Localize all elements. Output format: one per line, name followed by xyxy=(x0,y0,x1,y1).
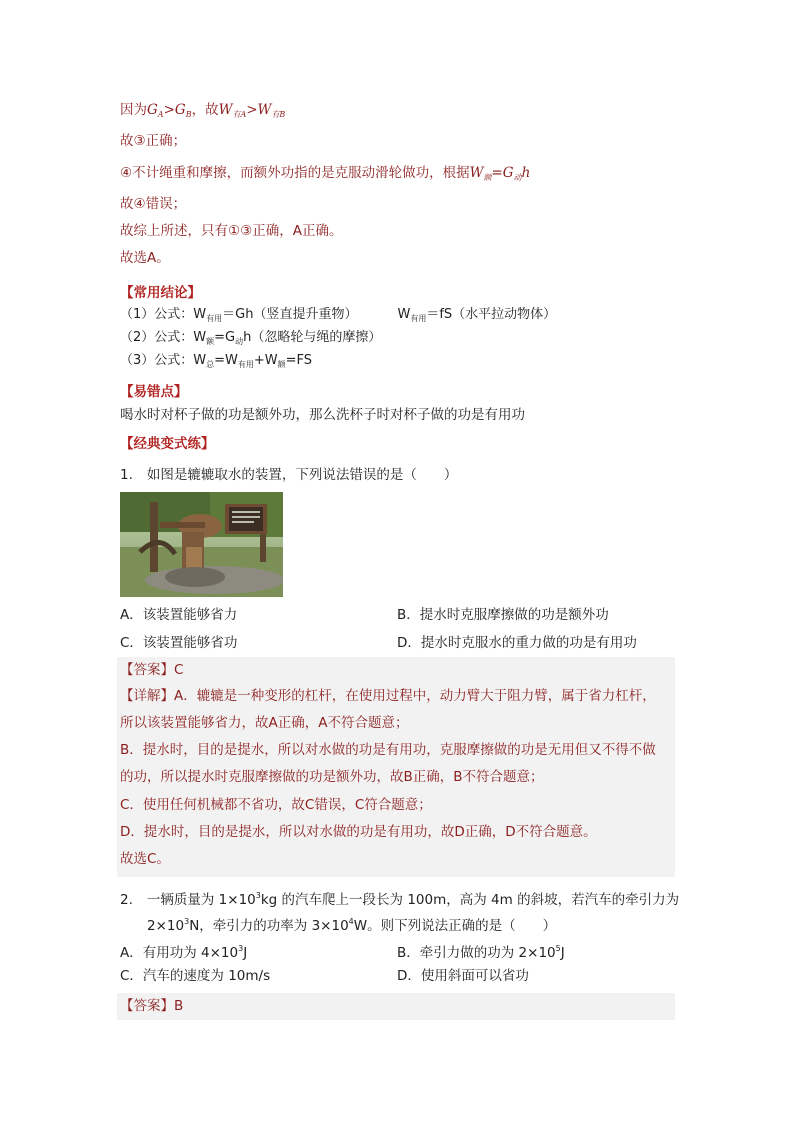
conclusion-text: （3）公式：W xyxy=(120,353,207,368)
superscript: 3 xyxy=(255,891,261,900)
q1-detail-line-2: 所以该装置能够省力，故A正确，A不符合题意； xyxy=(120,715,409,731)
conclusion-text: +W xyxy=(253,353,278,368)
question-number: 1. xyxy=(120,467,133,483)
formula-ga-gt-gb: $G_A>G_B$ xyxy=(147,102,192,119)
q2-stem-line-2 xyxy=(147,912,556,936)
superscript: 3 xyxy=(184,917,190,926)
conclusion-line-2 xyxy=(120,328,381,352)
question-text: 2×10 xyxy=(147,918,185,934)
q1-detail-line-6: D．提水时，目的是提水，所以对水做的功是有用功，故D正确，D不符合题意。 xyxy=(120,824,597,840)
superscript: 3 xyxy=(238,944,244,953)
well-windlass-photo xyxy=(120,492,283,597)
mistake-text: 喝水时对杯子做的功是额外功，那么洗杯子时对杯子做的功是有用功 xyxy=(120,407,525,423)
q1-stem xyxy=(120,465,457,485)
superscript: 5 xyxy=(555,944,561,953)
prev-text: ④不计绳重和摩擦，而额外功指的是克服动滑轮做功，根据 xyxy=(120,165,470,181)
question-number: 2. xyxy=(120,892,133,908)
subscript: 有用 xyxy=(410,314,427,323)
superscript: 4 xyxy=(348,917,354,926)
q1-detail-line-4: 的功，所以提水时克服摩擦做的功是额外功，故B正确，B不符合题意； xyxy=(120,769,544,785)
formula-w-extra: $W_额=G_动h$ xyxy=(469,165,531,182)
q1-option-c: C．该装置能够省功 xyxy=(120,635,238,651)
conclusion-text: ＝Gh（竖直提升重物） xyxy=(222,307,358,322)
subscript: 额 xyxy=(206,337,215,346)
conclusion-text: =FS xyxy=(285,353,313,368)
q1-answer: 【答案】C xyxy=(120,662,184,678)
conclusion-text: =W xyxy=(214,353,238,368)
q1-detail-line-3: B．提水时，目的是提水，所以对水做的功是有用功，克服摩擦做的功是无用但又不得不做 xyxy=(120,742,656,758)
subscript: 有用 xyxy=(237,360,254,369)
option-text: A．有用功为 4×10 xyxy=(120,945,239,961)
conclusion-text: （1）公式：W xyxy=(120,307,207,322)
q1-detail-line-1 xyxy=(120,686,656,706)
subscript: 额 xyxy=(277,360,286,369)
q2-answer-block xyxy=(117,993,675,1020)
detail-label: 【详解】 xyxy=(120,688,174,704)
subscript: 有用 xyxy=(206,314,223,323)
question-text: 如图是辘辘取水的装置，下列说法错误的是（ ） xyxy=(146,467,458,483)
prev-line-6: 故选A。 xyxy=(120,250,170,266)
prev-text: ，故 xyxy=(191,102,219,118)
option-text: J xyxy=(243,945,248,961)
question-text: N，牵引力的功率为 3×10 xyxy=(189,918,349,934)
formula-wa-gt-wb: $W_{有A}>W_{有B}$ xyxy=(218,102,286,119)
subscript: 总 xyxy=(206,360,215,369)
conclusion-line-3 xyxy=(120,351,312,375)
q1-option-b: B．提水时克服摩擦做的功是额外功 xyxy=(397,607,609,623)
prev-line-2: 故③正确； xyxy=(120,133,187,149)
q1-option-d: D．提水时克服水的重力做的功是有用功 xyxy=(397,635,637,651)
option-text: J xyxy=(560,945,565,961)
conclusion-text: h（忽略轮与绳的摩擦） xyxy=(243,330,382,345)
conclusion-text: ＝fS（水平拉动物体） xyxy=(426,307,557,322)
section-header-practice: 【经典变式练】 xyxy=(120,436,215,452)
prev-line-5: 故综上所述，只有①③正确，A正确。 xyxy=(120,223,343,239)
question-text: kg 的汽车爬上一段长为 100m，高为 4m 的斜坡，若汽车的牵引力为 xyxy=(260,892,680,908)
conclusion-text: =G xyxy=(214,330,236,345)
section-header-conclusion: 【常用结论】 xyxy=(120,285,201,301)
prev-line-3 xyxy=(120,163,530,188)
q1-option-a: A．该装置能够省力 xyxy=(120,607,238,623)
subscript: 动 xyxy=(235,337,244,346)
prev-line-1 xyxy=(120,100,285,125)
question-text: 一辆质量为 1×10 xyxy=(146,892,256,908)
q2-stem-line-1 xyxy=(120,886,679,910)
q2-option-d: D．使用斜面可以省功 xyxy=(397,968,529,984)
section-header-mistake: 【易错点】 xyxy=(120,384,188,400)
prev-text: 因为 xyxy=(120,102,147,118)
q2-answer: 【答案】B xyxy=(120,998,184,1014)
q1-detail-line-5: C．使用任何机械都不省功，故C错误，C符合题意； xyxy=(120,797,432,813)
q1-detail-line-7: 故选C。 xyxy=(120,851,170,867)
q2-option-c: C．汽车的速度为 10m/s xyxy=(120,968,271,984)
detail-text: A．辘辘是一种变形的杠杆，在使用过程中，动力臂大于阻力臂，属于省力杠杆， xyxy=(174,688,656,704)
q2-option-b xyxy=(397,939,565,963)
conclusion-line-1 xyxy=(120,305,556,329)
question-text: W。则下列说法正确的是（ ） xyxy=(353,918,557,934)
conclusion-text: （2）公式：W xyxy=(120,330,207,345)
q2-option-a xyxy=(120,939,247,963)
conclusion-text: W xyxy=(397,307,411,322)
option-text: B．牵引力做的功为 2×10 xyxy=(397,945,556,961)
prev-line-4: 故④错误； xyxy=(120,196,187,212)
